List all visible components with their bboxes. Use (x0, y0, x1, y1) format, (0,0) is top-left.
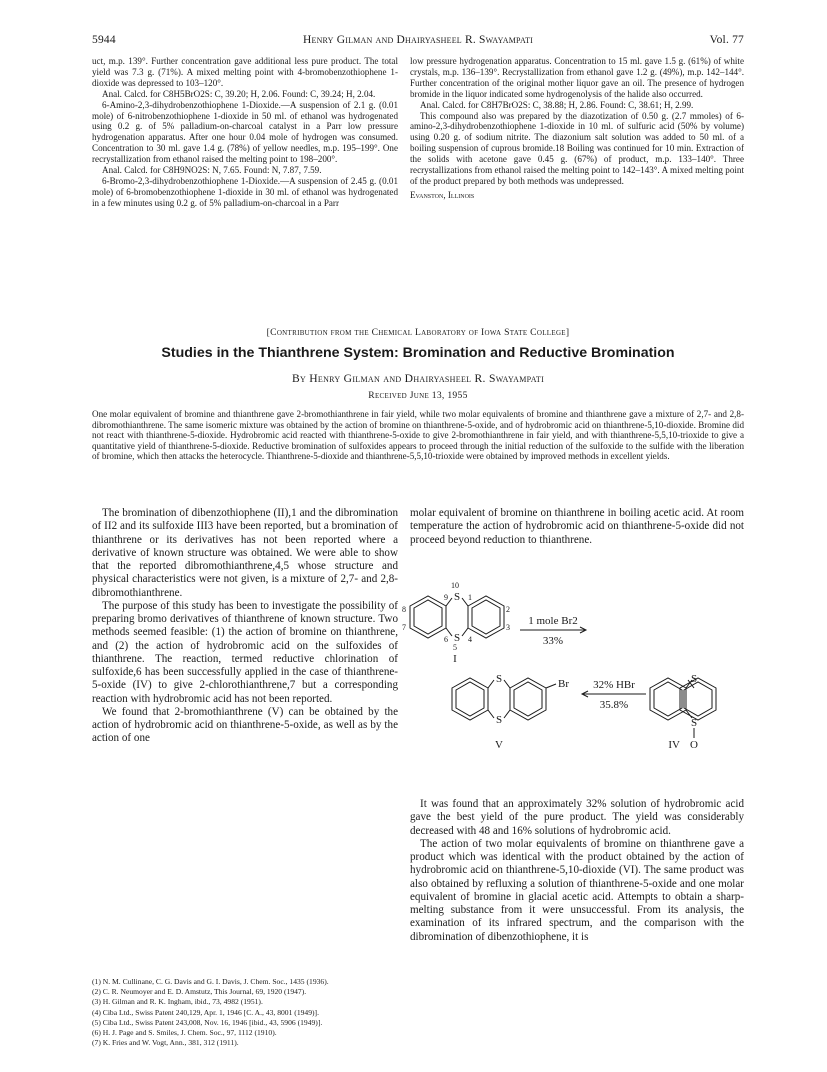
footnote: (7) K. Fries and W. Vogt, Ann., 381, 312 (1911). (92, 1038, 239, 1048)
volume-label: Vol. 77 (709, 34, 744, 46)
bond-to-bromine (546, 684, 556, 688)
footnote: (5) Ciba Ltd., Swiss Patent 243,008, Nov. 16, 1946 [ibid., 43, 5906 (1949)]. (92, 1017, 323, 1027)
benzene-ring-left (452, 678, 488, 720)
position-label: 9 (444, 593, 448, 602)
body-paragraph: molar equivalent of bromine on thianthrene in boiling acetic acid. At room temperature the action of hydrobromic acid on thianthrene-5-oxide did not proceed beyond reduction to thianthrene. (410, 507, 744, 546)
benzene-ring-left-inner (414, 600, 442, 634)
yield-label: 33% (542, 635, 564, 647)
compound-label-v: V (495, 739, 503, 751)
body-right-column-top (410, 507, 744, 547)
yield-label: 35.8% (599, 699, 629, 711)
position-label: 2 (506, 605, 510, 614)
footnote: (2) C. R. Neumoyer and E. D. Amstutz, This Journal, 69, 1920 (1947). (92, 987, 307, 997)
sulfur-atom: S (453, 591, 461, 603)
body-paragraph: It was found that an approximately 32% solution of hydrobromic acid gave the best yield of the pure product. The yield was considerably decreased with 48 and 16% solutions of hydrobromic acid. (410, 798, 744, 837)
author-line: By Henry Gilman and Dhairyasheel R. Swayampati (291, 372, 545, 385)
footnote: (4) Ciba Ltd., Swiss Patent 240,129, Apr. 1, 1946 [C. A., 43, 8001 (1949)]. (92, 1007, 319, 1017)
footnote: (6) H. J. Page and S. Smiles, J. Chem. Soc., 97, 1112 (1910). (92, 1028, 277, 1038)
sulfur-atom: S (690, 673, 698, 685)
article-title: Studies in the Thianthrene System: Bromination and Reductive Bromination (161, 345, 675, 361)
paragraph: 6-Amino-2,3-dihydrobenzothiophene 1-Dioxide.—A suspension of 2.1 g. (0.01 mole) of 6-nitrobenzothiophene 1-dioxide in 50 ml. of ethanol was hydrogenated using 0.2 g. of 5% palladium-on-charcoal catalyst in a Parr low pressure hydrogenation apparatus. After one hour 0.04 mole of hydrogen was consumed. Concentration to 30 ml. gave 1.4 g. (78%) of yellow needles, m.p. 195–199°. One recrystallization from ethanol raised the melting point to 198–200°. (92, 99, 398, 165)
body-paragraph: The action of two molar equivalents of bromine on thianthrene gave a product which was identical with the product obtained by the action of hydrobromic acid on thianthrene-5,10-dioxide (VI). The same product was also obtained by refluxing a solution of thianthrene-5-oxide and one molar equivalent of bromine in glacial acetic acid. Attempts to obtain a sharp-melting substance from it were unsuccessful. From its analysis, the examination of its infrared spectrum, and the comparison with the dibromination of dibenzothiophene, it is (410, 837, 744, 943)
bond (504, 710, 510, 718)
bond (488, 680, 494, 688)
bond (504, 680, 510, 688)
benzene-ring-left-inner (654, 682, 682, 716)
benzene-ring-right (468, 596, 504, 638)
body-paragraph: We found that 2-bromothianthrene (V) can be obtained by the action of hydrobromic acid on thianthrene-5-oxide, as well as by the action of one (92, 705, 398, 745)
position-label: 6 (444, 635, 448, 644)
sulfur-atom: S (495, 714, 503, 726)
compound-label-i: I (453, 653, 457, 665)
previous-article-left-column (92, 56, 398, 209)
body-left-column (92, 507, 398, 746)
body-right-column-bottom (410, 798, 744, 944)
body-paragraph: The purpose of this study has been to investigate the possibility of preparing bromo derivatives of thianthrene of known structure. Two methods seemed feasible: (1) the action of bromine on thianthrene, and (2) the action of hydrobromic acid on the sulfoxides of thianthrene. The reaction, termed reductive chlorination of sulfoxide,6 has been successfully applied in the case of thianthrene-5-oxide (IV) to give 2-chlorothianthrene,7 but a corresponding reaction with hydrobromic acid has not been reported. (92, 599, 398, 705)
body-paragraph: The bromination of dibenzothiophene (II),1 and the dibromination of II2 and its sulfoxide III3 have been reported, but a bromination of thianthrene or its derivatives has not been reported where a derivative of known structure was obtained. We were able to show that the reported dibromothianthrene,4,5 whose structure and physical characteristics were not given, is a mixture of 2,7- and 2,8-dibromothianthrene. (92, 507, 398, 599)
analysis-paragraph: Anal. Calcd. for C8H7BrO2S: C, 38.88; H, 2.86. Found: C, 38.61; H, 2.99. (420, 99, 694, 110)
benzene-ring-left (650, 678, 686, 720)
position-label: 4 (468, 635, 472, 644)
position-label: 3 (506, 623, 510, 632)
received-date: Received June 13, 1955 (368, 390, 468, 401)
sulfur-atom: S (495, 673, 503, 685)
paragraph: This compound also was prepared by the diazotization of 0.50 g. (2.7 mmoles) of 6-amino-2,3-dihydrobenzothiophene 1-dioxide in 10 ml. of sulfuric acid (50% by volume) using 0.20 g. of sodium nitrite. The diazonium salt solution was added to 50 ml. of a boiling suspension of cuprous bromide.18 Boiling was continued for 10 min. Extraction of the solids with acetone gave 0.45 g. (67%) of product, m.p. 133–140°. Three recrystallizations from ethanol raised the melting point to 142–143°. A mixed melting point of the product prepared by both methods was undepressed. (410, 110, 744, 186)
position-label: 7 (402, 623, 406, 632)
position-label: 1 (468, 593, 472, 602)
benzene-ring-right-inner (514, 682, 542, 716)
position-label: 8 (402, 605, 406, 614)
reagent-label: 32% HBr (593, 679, 635, 691)
compound-label-iv: IV (668, 739, 680, 751)
reaction-scheme (400, 578, 720, 808)
analysis-paragraph: Anal. Calcd. for C8H5BrO2S: C, 39.20; H, 2.06. Found: C, 39.24; H, 2.04. (102, 88, 376, 99)
paragraph: low pressure hydrogenation apparatus. Concentration to 15 ml. gave 1.5 g. (61%) of white crystals, m.p. 136–139°. Recrystallization from ethanol gave 1.2 g. (49%), m.p. 142–144°. Further concentration of the original mother liquor gave an oil. The presence of hydrogen bromide in the liquor indicated some hydrogenolysis of the halide also occurred. (410, 56, 744, 99)
sulfur-atom: S (453, 632, 461, 644)
bond (488, 710, 494, 718)
previous-article-right-column (410, 56, 744, 201)
analysis-paragraph: Anal. Calcd. for C8H9NO2S: N, 7.65. Found: N, 7.87, 7.59. (102, 165, 322, 176)
abstract: One molar equivalent of bromine and thianthrene gave 2-bromothianthrene in fair yield, while two molar equivalents of bromine and thianthrene gave a mixture of 2,7- and 2,8-dibromothianthrene. The same isomeric mixture was obtained by the action of bromine on thianthrene-5-oxide, and of hydrobromic acid on thianthrene-5,10-dioxide. Bromine did not react with thianthrene-5-dioxide. Hydrobromic acid reacted with thianthrene-5-oxide to give 2-bromothianthrene in fair yield, and with thianthrene-5,5,10-trioxide to give a quantitative yield of thianthrene-5-dioxide. Reductive bromination of sulfoxides appears to proceed through the initial reduction of the sulfoxide to the sulfide with the liberation of bromine, which then attacks the heterocycle. Thianthrene-5-dioxide and thianthrene-5,5,10-trioxide were obtained by improved methods in excellent yields. (92, 409, 744, 461)
benzene-ring-right (680, 678, 716, 720)
bromine-substituent: Br (558, 678, 569, 690)
benzene-ring-right (510, 678, 546, 720)
footnotes (92, 977, 398, 1048)
benzene-ring-right-inner (472, 600, 500, 634)
page-number: 5944 (92, 34, 116, 46)
location-line: Evanston, Illinois (410, 189, 475, 200)
running-title: Henry Gilman and Dhairyasheel R. Swayampati (302, 34, 534, 46)
position-label: 10 (451, 581, 459, 590)
affiliation-line: [Contribution from the Chemical Laboratory of Iowa State College] (266, 327, 570, 338)
position-label: 5 (453, 643, 457, 652)
footnote: (1) N. M. Cullinane, C. G. Davis and G. I. Davis, J. Chem. Soc., 1435 (1936). (92, 977, 329, 986)
footnote: (3) H. Gilman and R. K. Ingham, ibid., 73, 4982 (1951). (92, 997, 263, 1007)
reagent-label: 1 mole Br2 (528, 615, 578, 627)
oxygen-atom: O (690, 739, 698, 751)
sulfur-atom: S (690, 717, 698, 729)
paragraph: 6-Bromo-2,3-dihydrobenzothiophene 1-Dioxide.—A suspension of 2.45 g. (0.01 mole) of 6-bromobenzothiophene 1-dioxide in 30 ml. of ethanol was hydrogenated in a few minutes using 0.2 g. of 5% palladium-on-charcoal in a Parr (92, 175, 398, 208)
benzene-ring-left (410, 596, 446, 638)
running-header (92, 34, 744, 50)
benzene-ring-left-inner (456, 682, 484, 716)
paragraph: uct, m.p. 139°. Further concentration gave additional less pure product. The total yield was 7.3 g. (71%). A mixed melting point with 4-bromobenzothiophene 1-dioxide was depressed to 103–120°. (92, 56, 398, 88)
benzene-ring-right-inner (684, 682, 712, 716)
